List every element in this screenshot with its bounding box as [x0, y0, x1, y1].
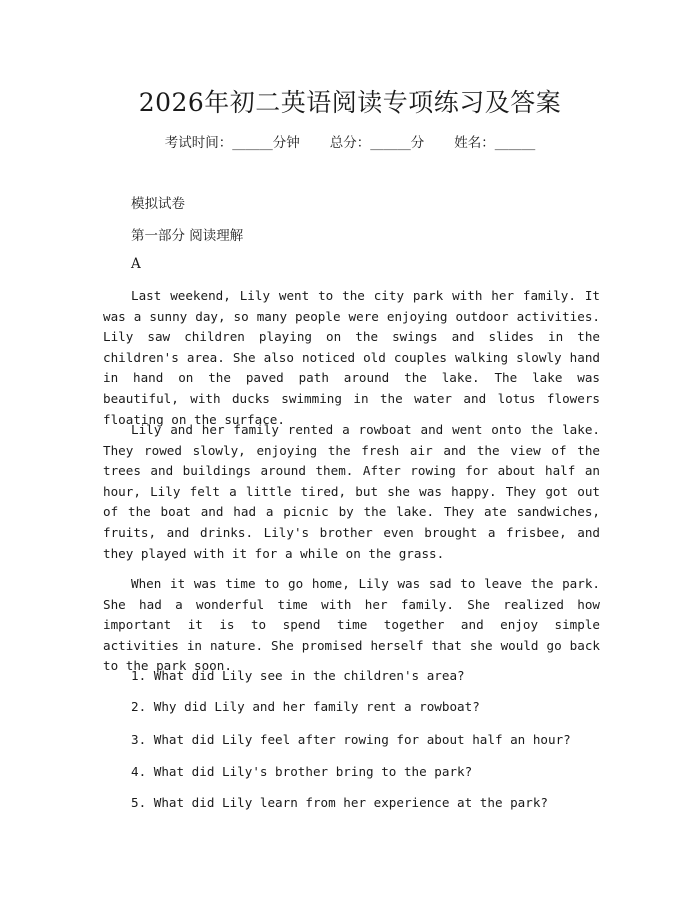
question-5: 5. What did Lily learn from her experience at the park? — [131, 795, 549, 810]
question-2: 2. Why did Lily and her family rent a rowboat? — [131, 699, 480, 714]
total-score-field: 总分：______分 — [329, 135, 425, 151]
part-label: 第一部分 阅读理解 — [131, 228, 244, 244]
question-4: 4. What did Lily's brother bring to the park? — [131, 764, 473, 779]
question-1: 1. What did Lily see in the children's area? — [131, 668, 465, 683]
passage-paragraph-2: Lily and her family rented a rowboat and went onto the lake. They rowed slowly, enjoying the fresh air and the view of the trees and buildings around them. After rowing for about half an hour, Lily felt a little tired, but she was happy. They got out of the boat and had a picnic by the lake. They ate sandwiches, fruits, and drinks. Lily's brother even brought a frisbee, and they played with it for a while on the grass. — [103, 422, 600, 561]
passage-paragraph-3: When it was time to go home, Lily was sad to leave the park. She had a wonderful time with her family. She realized how important it is to spend time together and enjoy simple activities in nature. She promised herself that she would go back to the park soon. — [103, 576, 600, 674]
section-label: 模拟试卷 — [131, 196, 185, 212]
student-name-field: 姓名：______ — [454, 135, 536, 151]
exam-time-field: 考试时间：______分钟 — [164, 135, 300, 151]
document-title: 2026年初二英语阅读专项练习及答案 — [138, 88, 562, 117]
passage-letter: A — [131, 256, 141, 272]
exam-info-line — [0, 131, 700, 151]
question-3: 3. What did Lily feel after rowing for about half an hour? — [131, 732, 571, 747]
passage-paragraph-1: Last weekend, Lily went to the city park with her family. It was a sunny day, so many people were enjoying outdoor activities. Lily saw children playing on the swings and slides in the children's area. She also noticed old couples walking slowly hand in hand on the paved path around the lake. The lake was beautiful, with ducks swimming in the water and lotus flowers floating on the surface. — [103, 288, 600, 427]
